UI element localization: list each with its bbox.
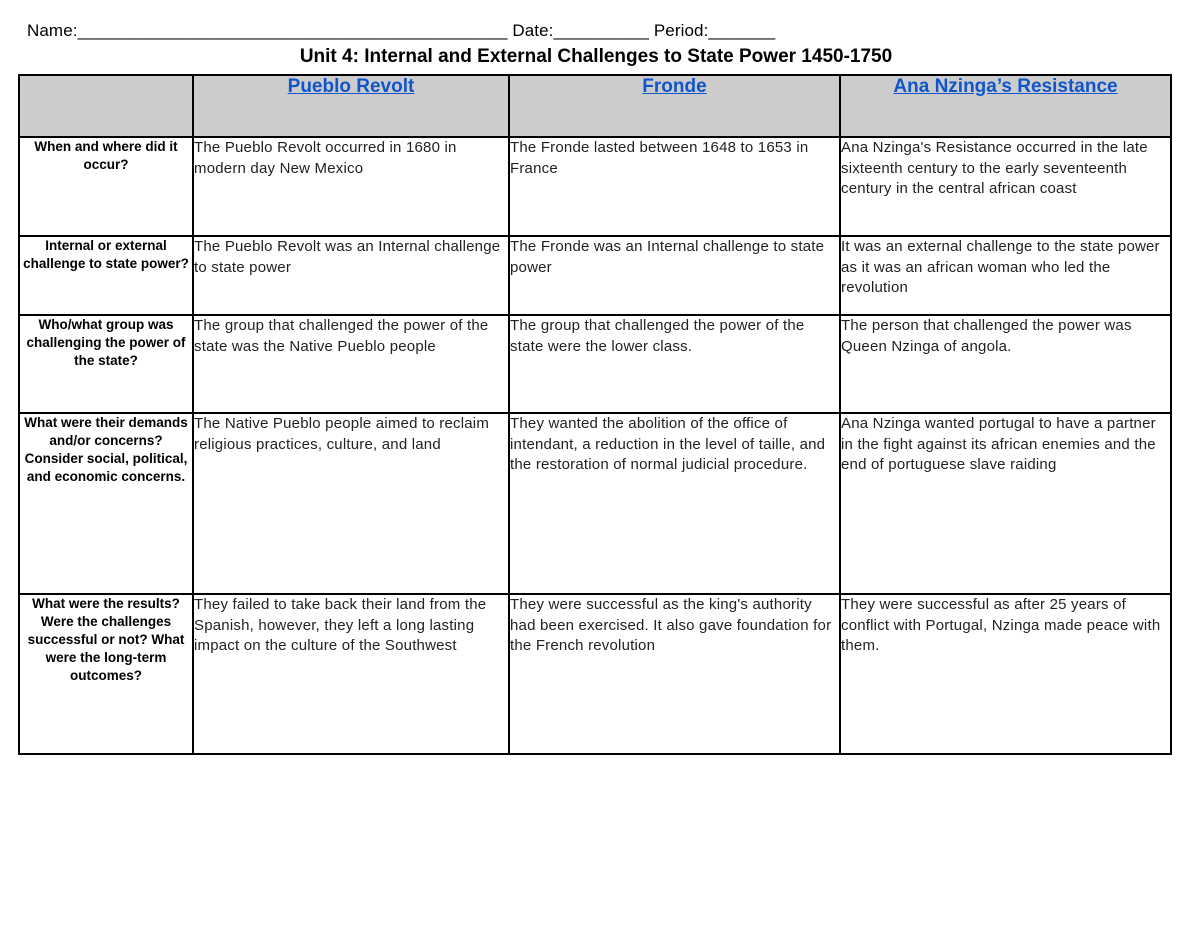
row-question: Internal or external challenge to state power? [19, 236, 193, 315]
row-question: What were the results? Were the challenges successful or not? What were the long-term outcomes? [19, 594, 193, 754]
fronde-link[interactable]: Fronde [642, 76, 707, 97]
ana-nzinga-resistance-link[interactable]: Ana Nzinga’s Resistance [893, 76, 1118, 97]
answer-cell: It was an external challenge to the state power as it was an african woman who led the revolution [840, 236, 1171, 315]
answer-cell: The Pueblo Revolt occurred in 1680 in modern day New Mexico [193, 137, 509, 236]
answer-cell: They were successful as the king's authority had been exercised. It also gave foundation for the French revolution [509, 594, 840, 754]
table-row [19, 413, 1171, 594]
answer-cell: Ana Nzinga's Resistance occurred in the late sixteenth century to the early seventeenth century in the central african coast [840, 137, 1171, 236]
table-row [19, 236, 1171, 315]
row-question: What were their demands and/or concerns? Consider social, political, and economic concerns. [19, 413, 193, 594]
answer-cell: Ana Nzinga wanted portugal to have a partner in the fight against its african enemies and the end of portuguese slave raiding [840, 413, 1171, 594]
comparison-table [18, 74, 1172, 755]
column-header [509, 75, 840, 137]
answer-cell: The Fronde lasted between 1648 to 1653 in France [509, 137, 840, 236]
pueblo-revolt-link[interactable]: Pueblo Revolt [287, 76, 415, 97]
table-header-row [19, 75, 1171, 137]
answer-cell: They failed to take back their land from the Spanish, however, they left a long lasting impact on the culture of the Southwest [193, 594, 509, 754]
answer-cell: They were successful as after 25 years of conflict with Portugal, Nzinga made peace with them. [840, 594, 1171, 754]
answer-cell: The group that challenged the power of the state was the Native Pueblo people [193, 315, 509, 413]
answer-cell: The Native Pueblo people aimed to reclaim religious practices, culture, and land [193, 413, 509, 594]
answer-cell: The group that challenged the power of the state were the lower class. [509, 315, 840, 413]
answer-cell: The Pueblo Revolt was an Internal challenge to state power [193, 236, 509, 315]
table-row [19, 137, 1171, 236]
row-question: When and where did it occur? [19, 137, 193, 236]
table-row [19, 594, 1171, 754]
name-date-period-line: Name:_____________________________________________ Date:__________ Period:_______ [27, 21, 776, 40]
page-title: Unit 4: Internal and External Challenges to State Power 1450-1750 [299, 46, 893, 67]
row-question: Who/what group was challenging the power of the state? [19, 315, 193, 413]
column-header [193, 75, 509, 137]
corner-cell [19, 75, 193, 137]
table-row [19, 315, 1171, 413]
answer-cell: The person that challenged the power was Queen Nzinga of angola. [840, 315, 1171, 413]
answer-cell: The Fronde was an Internal challenge to state power [509, 236, 840, 315]
column-header [840, 75, 1171, 137]
answer-cell: They wanted the abolition of the office of intendant, a reduction in the level of taille, and the restoration of normal judicial procedure. [509, 413, 840, 594]
